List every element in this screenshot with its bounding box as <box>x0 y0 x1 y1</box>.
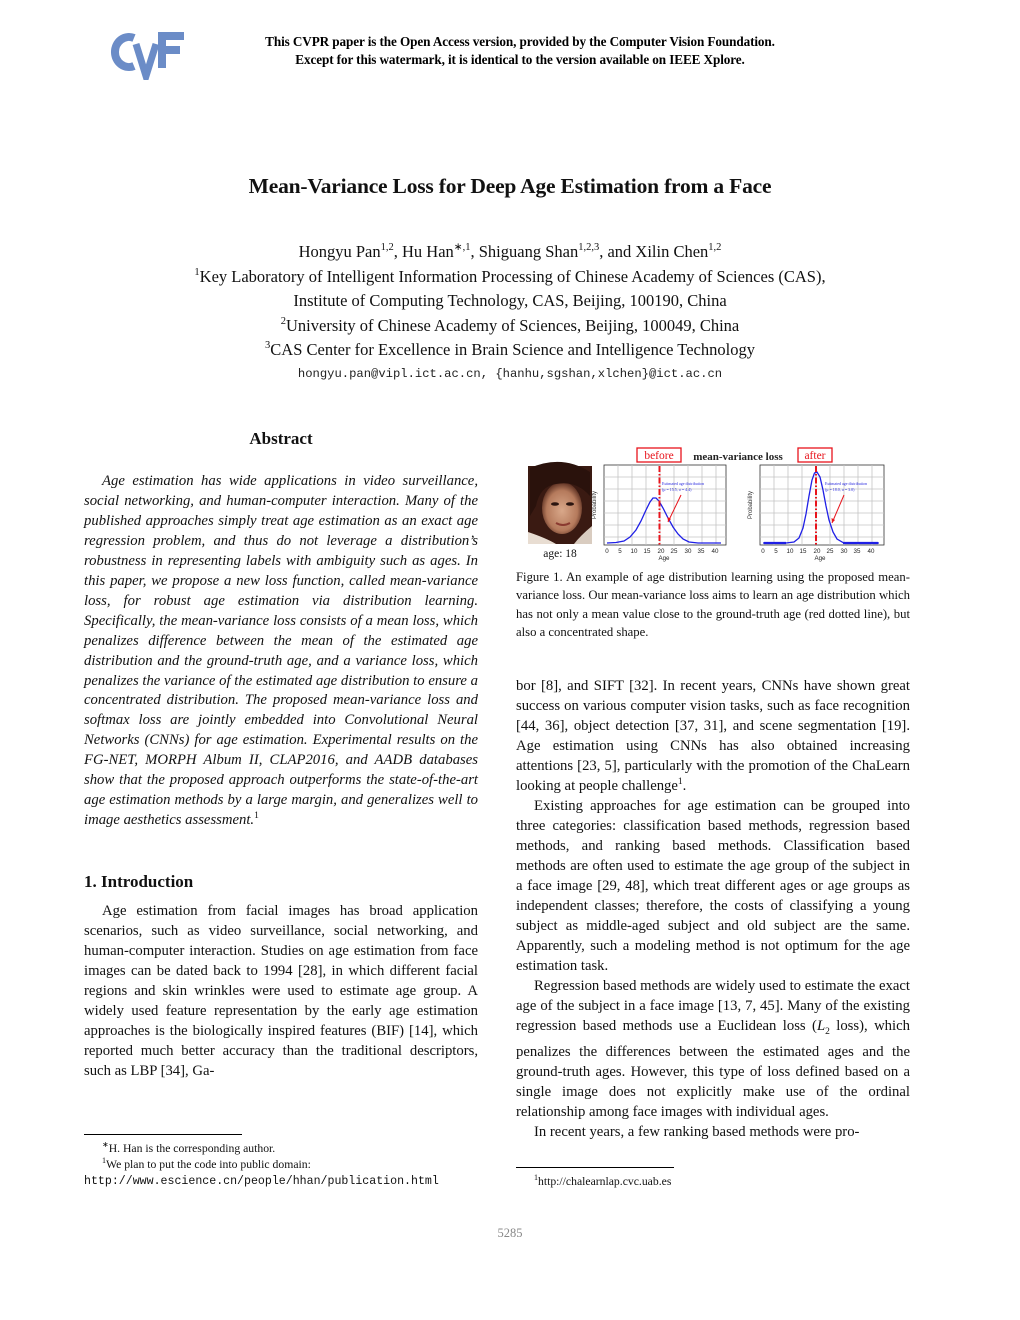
affiliation-text: University of Chinese Academy of Sciences, Beijing, 100049, China <box>286 315 740 335</box>
author-list <box>0 240 1020 265</box>
svg-text:20: 20 <box>657 548 665 555</box>
author-sup: 1,2 <box>380 242 394 253</box>
intro-paragraph-2: Existing approaches for age estimation can be grouped into three categories: classification based methods, regression based methods, and ranking based methods. Classification based methods are often used to estimate the age group of the subject in a face image [29, 48], which treat different ages or age groups as independent classes; therefore, the costs of classifying a young subject as middle-aged subject and old subject are the same. Apparently, such a modeling method is not optimum for the age estimation task. <box>516 798 910 974</box>
intro-paragraph-1-continued <box>516 676 910 796</box>
y-axis-label: Probability <box>592 490 598 520</box>
watermark-line-2: Except for this watermark, it is identical to the version available on IEEE Xplore. <box>295 52 745 67</box>
svg-text:35: 35 <box>697 548 705 555</box>
svg-text:10: 10 <box>630 548 638 555</box>
section-heading-introduction: 1. Introduction <box>84 872 194 892</box>
author-sup: 1,2 <box>708 242 722 253</box>
author-name: Hongyu Pan <box>298 242 381 261</box>
author-name: Shiguang Shan <box>478 242 579 261</box>
page-number: 5285 <box>497 1226 523 1240</box>
svg-text:25: 25 <box>826 548 834 555</box>
footnote-mark: 1 <box>677 777 683 787</box>
x-axis-label: Age <box>814 555 826 562</box>
svg-text:30: 30 <box>684 548 692 555</box>
legend-label: Estimated age distribution <box>662 481 704 486</box>
affiliation-sup: 3 <box>265 340 271 351</box>
after-label: after <box>804 450 826 462</box>
author-block <box>0 240 1020 385</box>
separator: , <box>470 242 479 261</box>
x-tick-labels <box>605 548 719 555</box>
affiliation-1b <box>0 289 1020 314</box>
chart-before <box>592 465 726 562</box>
math-subscript: 2 <box>825 1026 830 1037</box>
chalearn-url-link[interactable]: http://chalearnlap.cvc.uab.es <box>538 1175 672 1188</box>
svg-text:0: 0 <box>605 548 609 555</box>
paper-title: Mean-Variance Loss for Deep Age Estimation from a Face <box>248 174 772 198</box>
svg-text:10: 10 <box>786 548 794 555</box>
svg-text:40: 40 <box>711 548 719 555</box>
abstract-heading: Abstract <box>249 429 313 448</box>
paragraph-text: . <box>682 778 687 794</box>
paragraph-text: loss), which penalizes the differences between the estimated ages and the ground-truth ages. However, this type of loss defined based on a single image does not explicitly make use of the ordinal relationship among face images with individual ages. <box>516 1018 910 1120</box>
x-axis-label: Age <box>658 555 670 562</box>
affiliation-sup: 2 <box>280 315 287 327</box>
code-url-link[interactable]: http://www.escience.cn/people/hhan/publication.html <box>84 1175 439 1188</box>
legend-annotation: (μ = 18.0, σ = 3.0) <box>825 487 855 492</box>
footnote-mark: ∗ <box>102 1140 109 1149</box>
affiliation-text: Key Laboratory of Intelligent Information Processing of Chinese Academy of Sciences (CAS), <box>199 266 826 286</box>
figure-1 <box>516 446 910 566</box>
mean-variance-loss-label: mean-variance loss <box>693 451 783 463</box>
affiliation-text: Institute of Computing Technology, CAS, Beijing, 100190, China <box>293 291 727 310</box>
footnote-mark: 1 <box>102 1156 106 1165</box>
figure-1-caption: Figure 1. An example of age distribution learning using the proposed mean-variance loss. Our mean-variance loss aims to learn an age distribution which has not only a mean value close to the ground-truth age (red dotted line), but also a concentrated shape. <box>516 570 910 639</box>
face-photo <box>528 462 592 544</box>
footnote-mark: 1 <box>254 811 259 822</box>
svg-text:0: 0 <box>761 548 765 555</box>
y-axis-label: Probability <box>748 490 754 520</box>
affiliation-text: CAS Center for Excellence in Brain Science and Intelligence Technology <box>270 340 755 359</box>
affiliation-2 <box>0 314 1020 339</box>
legend-label: Estimated age distribution <box>825 481 867 486</box>
affiliation-1 <box>0 265 1020 290</box>
intro-paragraph-1: Age estimation from facial images has broad application scenarios, such as video surveillance, social networking, and human-computer interaction. Studies on age estimation from face images can be dated back to 1994 [28], in which different facial regions and skin wrinkles were used to estimate age group. A widely used feature representation by the early age estimation approaches is the biologically inspired features (BIF) [14], which reported much better accuracy than the traditional descriptors, such as LBP [34], Ga- <box>84 903 478 1080</box>
right-footnotes <box>516 1167 910 1190</box>
right-column-body <box>516 676 910 1142</box>
open-access-watermark <box>200 33 840 69</box>
author-sup: ∗,1 <box>453 242 471 253</box>
footnote-corresponding-author <box>84 1141 478 1157</box>
left-footnotes <box>84 1134 478 1190</box>
svg-text:35: 35 <box>853 548 861 555</box>
separator: , and <box>599 242 636 261</box>
paragraph-text: bor [8], and SIFT [32]. In recent years, CNNs have shown great success on various computer vision tasks, such as face recognition [44, 36], object detection [37, 31], and scene segmentation [19]. Age estimation using CNNs has also obtained increasing attentions [23, 5], particularly with the promotion of the ChaLearn looking at people challenge <box>516 678 910 794</box>
intro-paragraph-4: In recent years, a few ranking based methods were pro- <box>534 1123 860 1140</box>
footnote-rule <box>84 1134 242 1135</box>
chart-after <box>748 465 884 562</box>
abstract-body: Age estimation has wide applications in video surveillance, social networking, and human-computer interaction. Many of the published approaches simply treat age estimation as an exact age regression problem, and thus do not leverage a distribution’s robustness in representing labels with ambiguity such as ages. In this paper, we propose a new loss function, called mean-variance loss, for robust age estimation via distribution learning. Specifically, the mean-variance loss consists of a mean loss, which penalizes difference between the mean of the estimated age distribution and the ground-truth age, and a variance loss, which penalizes the variance of the estimated age distribution to ensure a concentrated distribution. The proposed mean-variance loss and softmax loss are jointly embedded into Convolutional Neural Networks (CNNs) for age estimation. Experimental results on the FG-NET, MORPH Album II, CLAP2016, and AADB databases show that the proposed approach outperforms the state-of-the-art age estimation methods by a large margin, and generalizes well to image aesthetics assessment. <box>84 473 478 829</box>
svg-text:25: 25 <box>670 548 678 555</box>
svg-text:15: 15 <box>799 548 807 555</box>
footnote-rule <box>516 1167 674 1168</box>
svg-text:15: 15 <box>643 548 651 555</box>
author-name: Hu Han <box>402 242 454 261</box>
figure-1-graphic <box>516 446 910 566</box>
footnote-code <box>84 1157 478 1190</box>
math-L: L <box>816 1018 826 1034</box>
svg-text:40: 40 <box>867 548 875 555</box>
x-tick-labels <box>761 548 875 555</box>
svg-text:5: 5 <box>618 548 622 555</box>
svg-text:30: 30 <box>840 548 848 555</box>
photo-age-label: age: 18 <box>543 548 577 560</box>
author-name: Xilin Chen <box>635 242 709 261</box>
legend-annotation: (μ = 15.5, σ = 4.4) <box>662 487 692 492</box>
affiliation-sup: 1 <box>194 266 200 278</box>
author-sup: 1,2,3 <box>578 242 600 253</box>
footnote-chalearn-url <box>516 1174 910 1190</box>
paragraph-text: Regression based methods are widely used to estimate the exact age of the subject in a face image [13, 7, 45]. Many of the existing regression based methods use a Euclidean loss ( <box>516 978 910 1034</box>
right-column-figure <box>516 446 910 641</box>
separator: , <box>393 242 403 261</box>
left-column <box>84 428 478 1081</box>
abstract-text <box>84 472 478 831</box>
cvf-logo <box>110 28 188 80</box>
affiliation-3 <box>0 338 1020 363</box>
watermark-line-1: This CVPR paper is the Open Access version, provided by the Computer Vision Foundation. <box>265 34 775 49</box>
footnote-text: We plan to put the code into public domain: <box>106 1158 311 1171</box>
intro-paragraph-3 <box>516 976 910 1122</box>
author-emails: hongyu.pan@vipl.ict.ac.cn, {hanhu,sgshan,xlchen}@ict.ac.cn <box>297 366 723 381</box>
svg-text:20: 20 <box>813 548 821 555</box>
before-label: before <box>644 450 674 462</box>
footnote-mark: 1 <box>534 1173 538 1182</box>
svg-text:5: 5 <box>774 548 778 555</box>
footnote-text: H. Han is the corresponding author. <box>108 1142 276 1155</box>
